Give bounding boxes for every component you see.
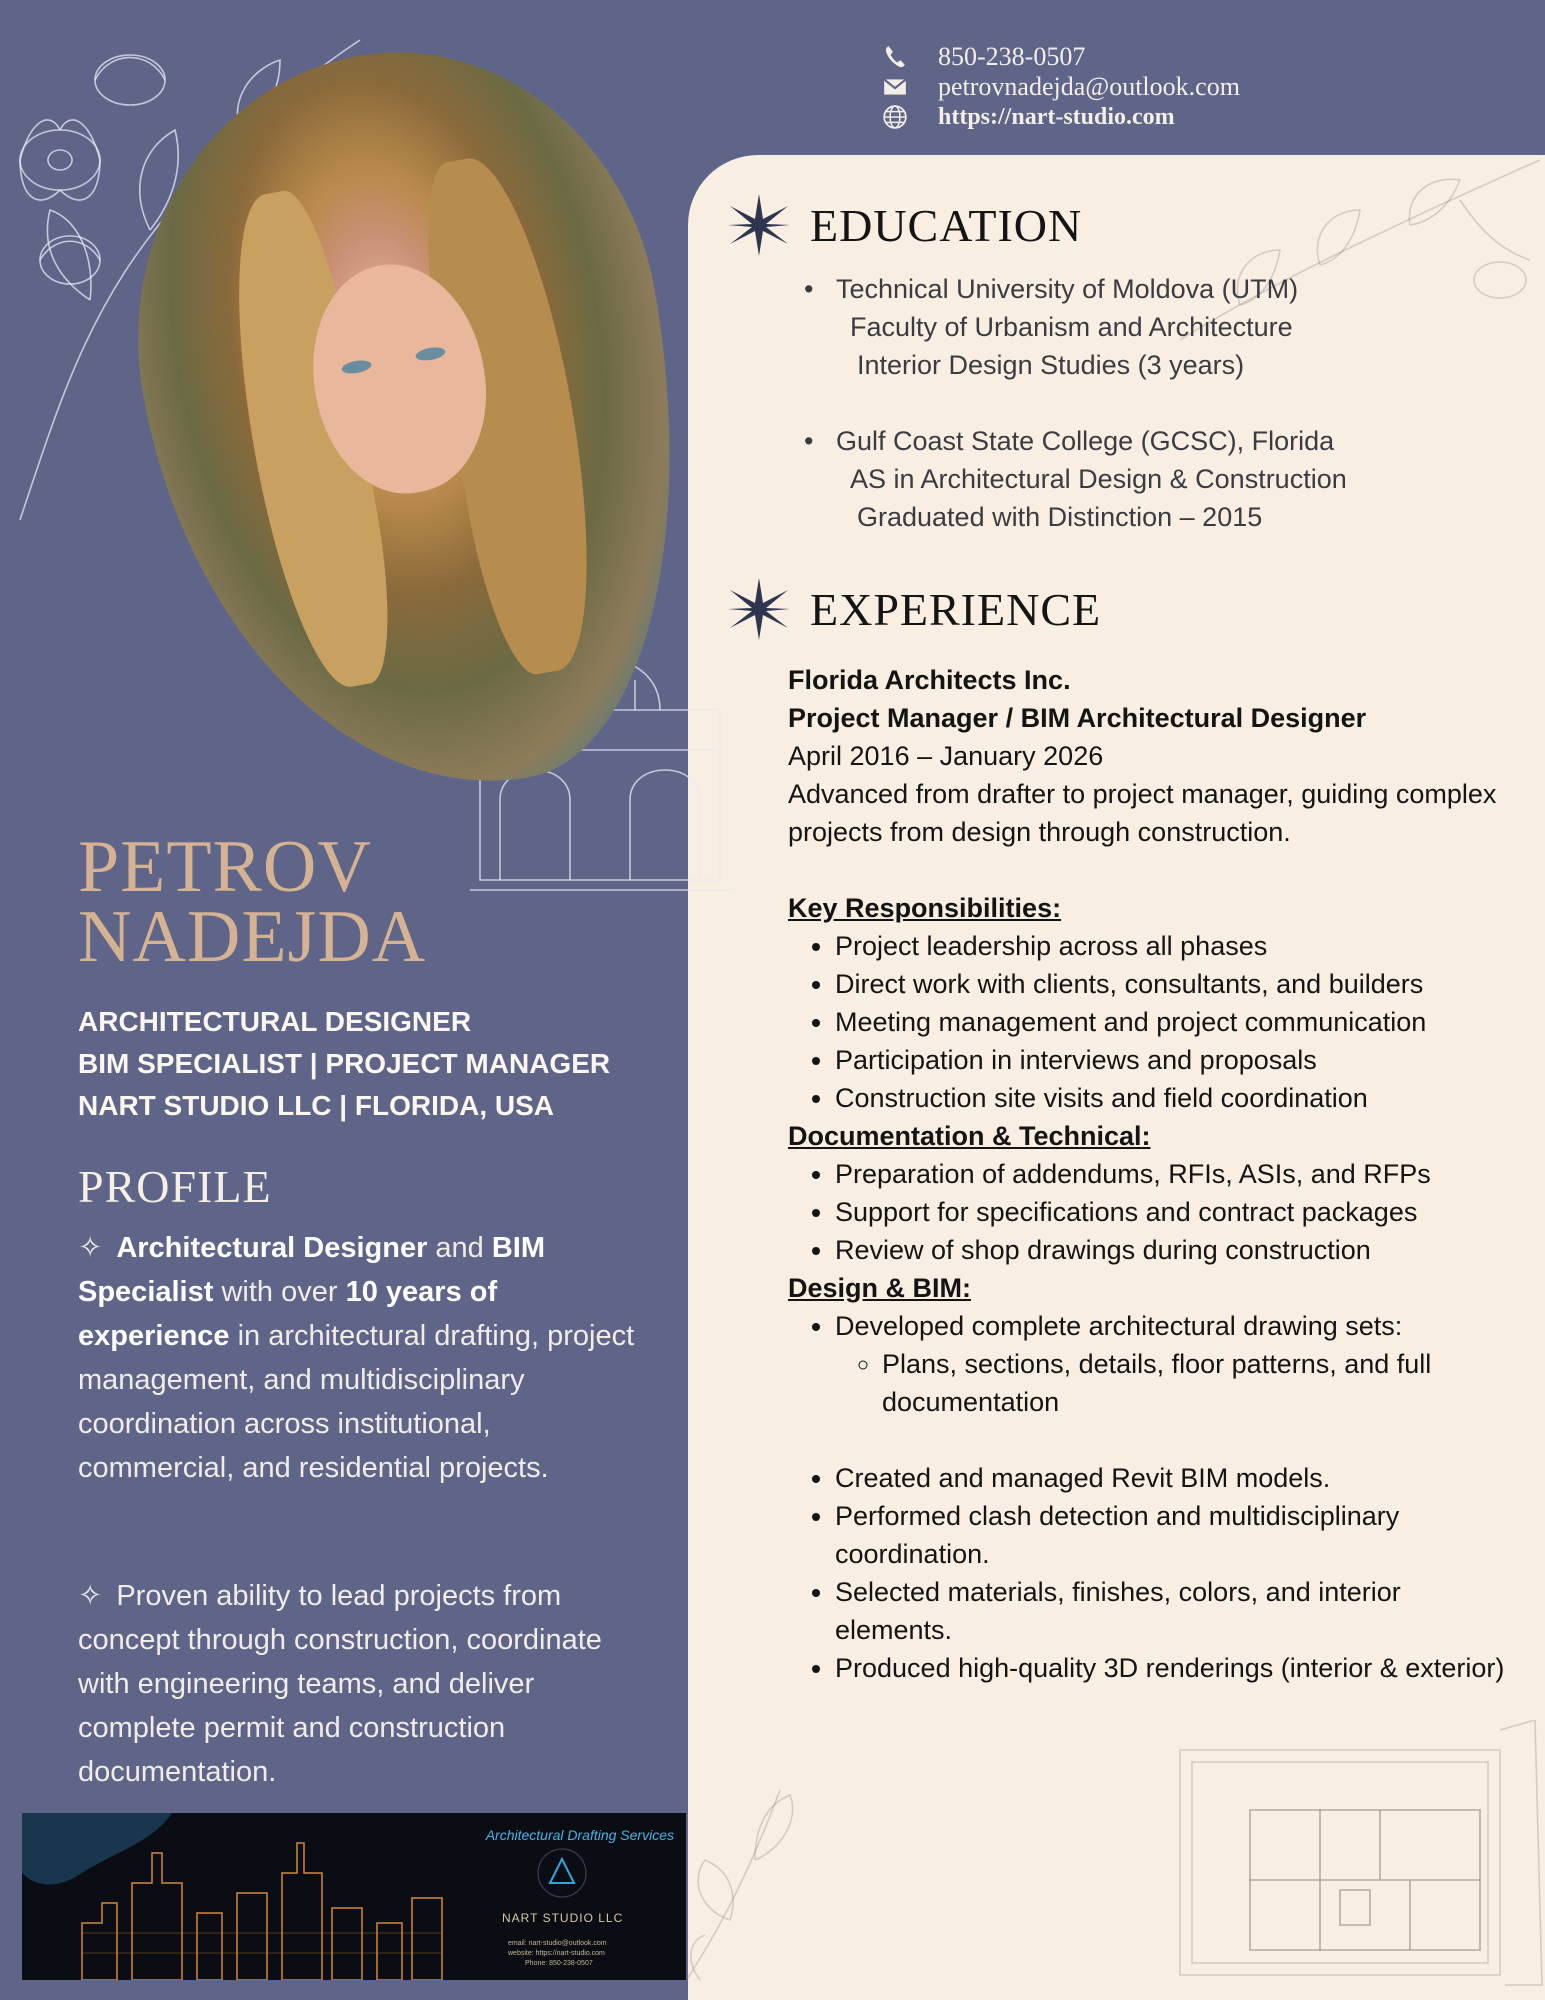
- list-item: • Preparation of addendums, RFIs, ASIs, and RFPs: [835, 1155, 1508, 1193]
- experience-heading-text: EXPERIENCE: [810, 583, 1102, 635]
- star-icon: [726, 192, 792, 258]
- education-item: [804, 270, 1504, 384]
- list-item: • Project leadership across all phases: [835, 927, 1508, 965]
- list-item: • Selected materials, finishes, colors, and interior elements.: [835, 1573, 1508, 1649]
- documentation-heading: Documentation & Technical:: [788, 1121, 1151, 1151]
- profile-bold: BIM Specialist: [78, 1232, 546, 1308]
- banner-email: email: nart-studio@outlook.com: [508, 1940, 607, 1947]
- list-item: • Construction site visits and field coordination: [835, 1079, 1508, 1117]
- profile-bold: 10 years of experience: [78, 1276, 498, 1352]
- phone-icon: [880, 42, 910, 72]
- banner-tagline: Architectural Drafting Services: [485, 1827, 674, 1843]
- profile-text-run: and: [427, 1232, 492, 1264]
- name-last: NADEJDA: [78, 896, 427, 978]
- envelope-icon: [880, 72, 910, 102]
- list-item: • Meeting management and project communication: [835, 1003, 1508, 1041]
- list-item: [835, 1307, 1508, 1421]
- key-responsibilities-list: [788, 927, 1508, 1117]
- contact-phone[interactable]: [880, 42, 1085, 72]
- title-line: NART STUDIO LLC | FLORIDA, USA: [78, 1090, 555, 1121]
- education-item: [804, 422, 1504, 536]
- job-dates: April 2016 – January 2026: [788, 741, 1104, 771]
- design-bim-heading: Design & BIM:: [788, 1273, 972, 1303]
- company-name: Florida Architects Inc.: [788, 665, 1071, 695]
- education-heading-text: EDUCATION: [810, 199, 1083, 251]
- contact-website[interactable]: [880, 102, 1175, 132]
- profile-text-run: with over: [213, 1276, 346, 1308]
- title-line: BIM SPECIALIST | PROJECT MANAGER: [78, 1048, 611, 1079]
- email-address: petrovnadejda@outlook.com: [938, 72, 1240, 101]
- website-url: https://nart-studio.com: [938, 103, 1175, 130]
- experience-block: [788, 661, 1508, 1687]
- job-summary: Advanced from drafter to project manager, guiding complex projects from design through construction.: [788, 779, 1497, 847]
- phone-number: 850-238-0507: [938, 42, 1086, 71]
- list-item: • Review of shop drawings during construction: [835, 1231, 1508, 1269]
- banner-website: website: https://nart-studio.com: [508, 1950, 605, 1957]
- education-heading: [726, 192, 1082, 258]
- list-item: • Performed clash detection and multidisciplinary coordination.: [835, 1497, 1508, 1573]
- key-responsibilities-heading: Key Responsibilities:: [788, 893, 1062, 923]
- profile-paragraph-2: [78, 1574, 653, 1794]
- profile-paragraph-1: [78, 1226, 653, 1490]
- education-detail: Graduated with Distinction – 2015: [857, 502, 1263, 532]
- education-detail: AS in Architectural Design & Construction: [850, 464, 1347, 494]
- job-titles: [78, 1001, 610, 1127]
- education-detail: Interior Design Studies (3 years): [857, 350, 1245, 380]
- list-item: • Produced high-quality 3D renderings (interior & exterior): [835, 1649, 1508, 1687]
- list-item: • Support for specifications and contract packages: [835, 1193, 1508, 1231]
- design-bim-list: [788, 1307, 1508, 1421]
- profile-text-run: Proven ability to lead projects from concept through construction, coordinate with engineering teams, and deliver complete permit and construction documentation.: [78, 1580, 602, 1788]
- globe-icon: [880, 102, 910, 132]
- full-name: [78, 826, 427, 978]
- profile-heading: PROFILE: [78, 1161, 272, 1212]
- star-icon: [726, 576, 792, 642]
- profile-bold: Architectural Designer: [116, 1232, 428, 1264]
- name-first: PETROV: [78, 826, 372, 908]
- documentation-list: [788, 1155, 1508, 1269]
- experience-heading: [726, 576, 1101, 642]
- list-item-text: Developed complete architectural drawing sets:: [835, 1311, 1403, 1341]
- sparkle-icon: ✧: [78, 1580, 103, 1612]
- list-item: • Direct work with clients, consultants, and builders: [835, 965, 1508, 1003]
- job-role: Project Manager / BIM Architectural Designer: [788, 703, 1367, 733]
- design-bim-list-continued: [788, 1459, 1508, 1687]
- list-item: • Participation in interviews and proposals: [835, 1041, 1508, 1079]
- sub-list-item: ◦ Plans, sections, details, floor patterns, and full documentation: [882, 1345, 1508, 1421]
- floral-decoration-bottom: [660, 1750, 860, 2000]
- sparkle-icon: ✧: [78, 1232, 103, 1264]
- floor-plan-sketch-decoration: [1170, 1720, 1545, 1990]
- contact-email[interactable]: [880, 72, 1240, 102]
- education-detail: Faculty of Urbanism and Architecture: [850, 312, 1293, 342]
- title-line: ARCHITECTURAL DESIGNER: [78, 1006, 472, 1037]
- list-item: • Created and managed Revit BIM models.: [835, 1459, 1508, 1497]
- banner-phone: Phone: 850-238-0507: [525, 1960, 593, 1967]
- studio-banner-image: [22, 1813, 686, 1980]
- education-school: • Gulf Coast State College (GCSC), Florida: [804, 422, 1504, 460]
- profile-text-run: in architectural drafting, project management, and multidisciplinary coordination across institutional, commercial, and residential projects.: [78, 1320, 635, 1484]
- education-school: • Technical University of Moldova (UTM): [804, 270, 1504, 308]
- banner-studio-name: NART STUDIO LLC: [502, 1911, 624, 1925]
